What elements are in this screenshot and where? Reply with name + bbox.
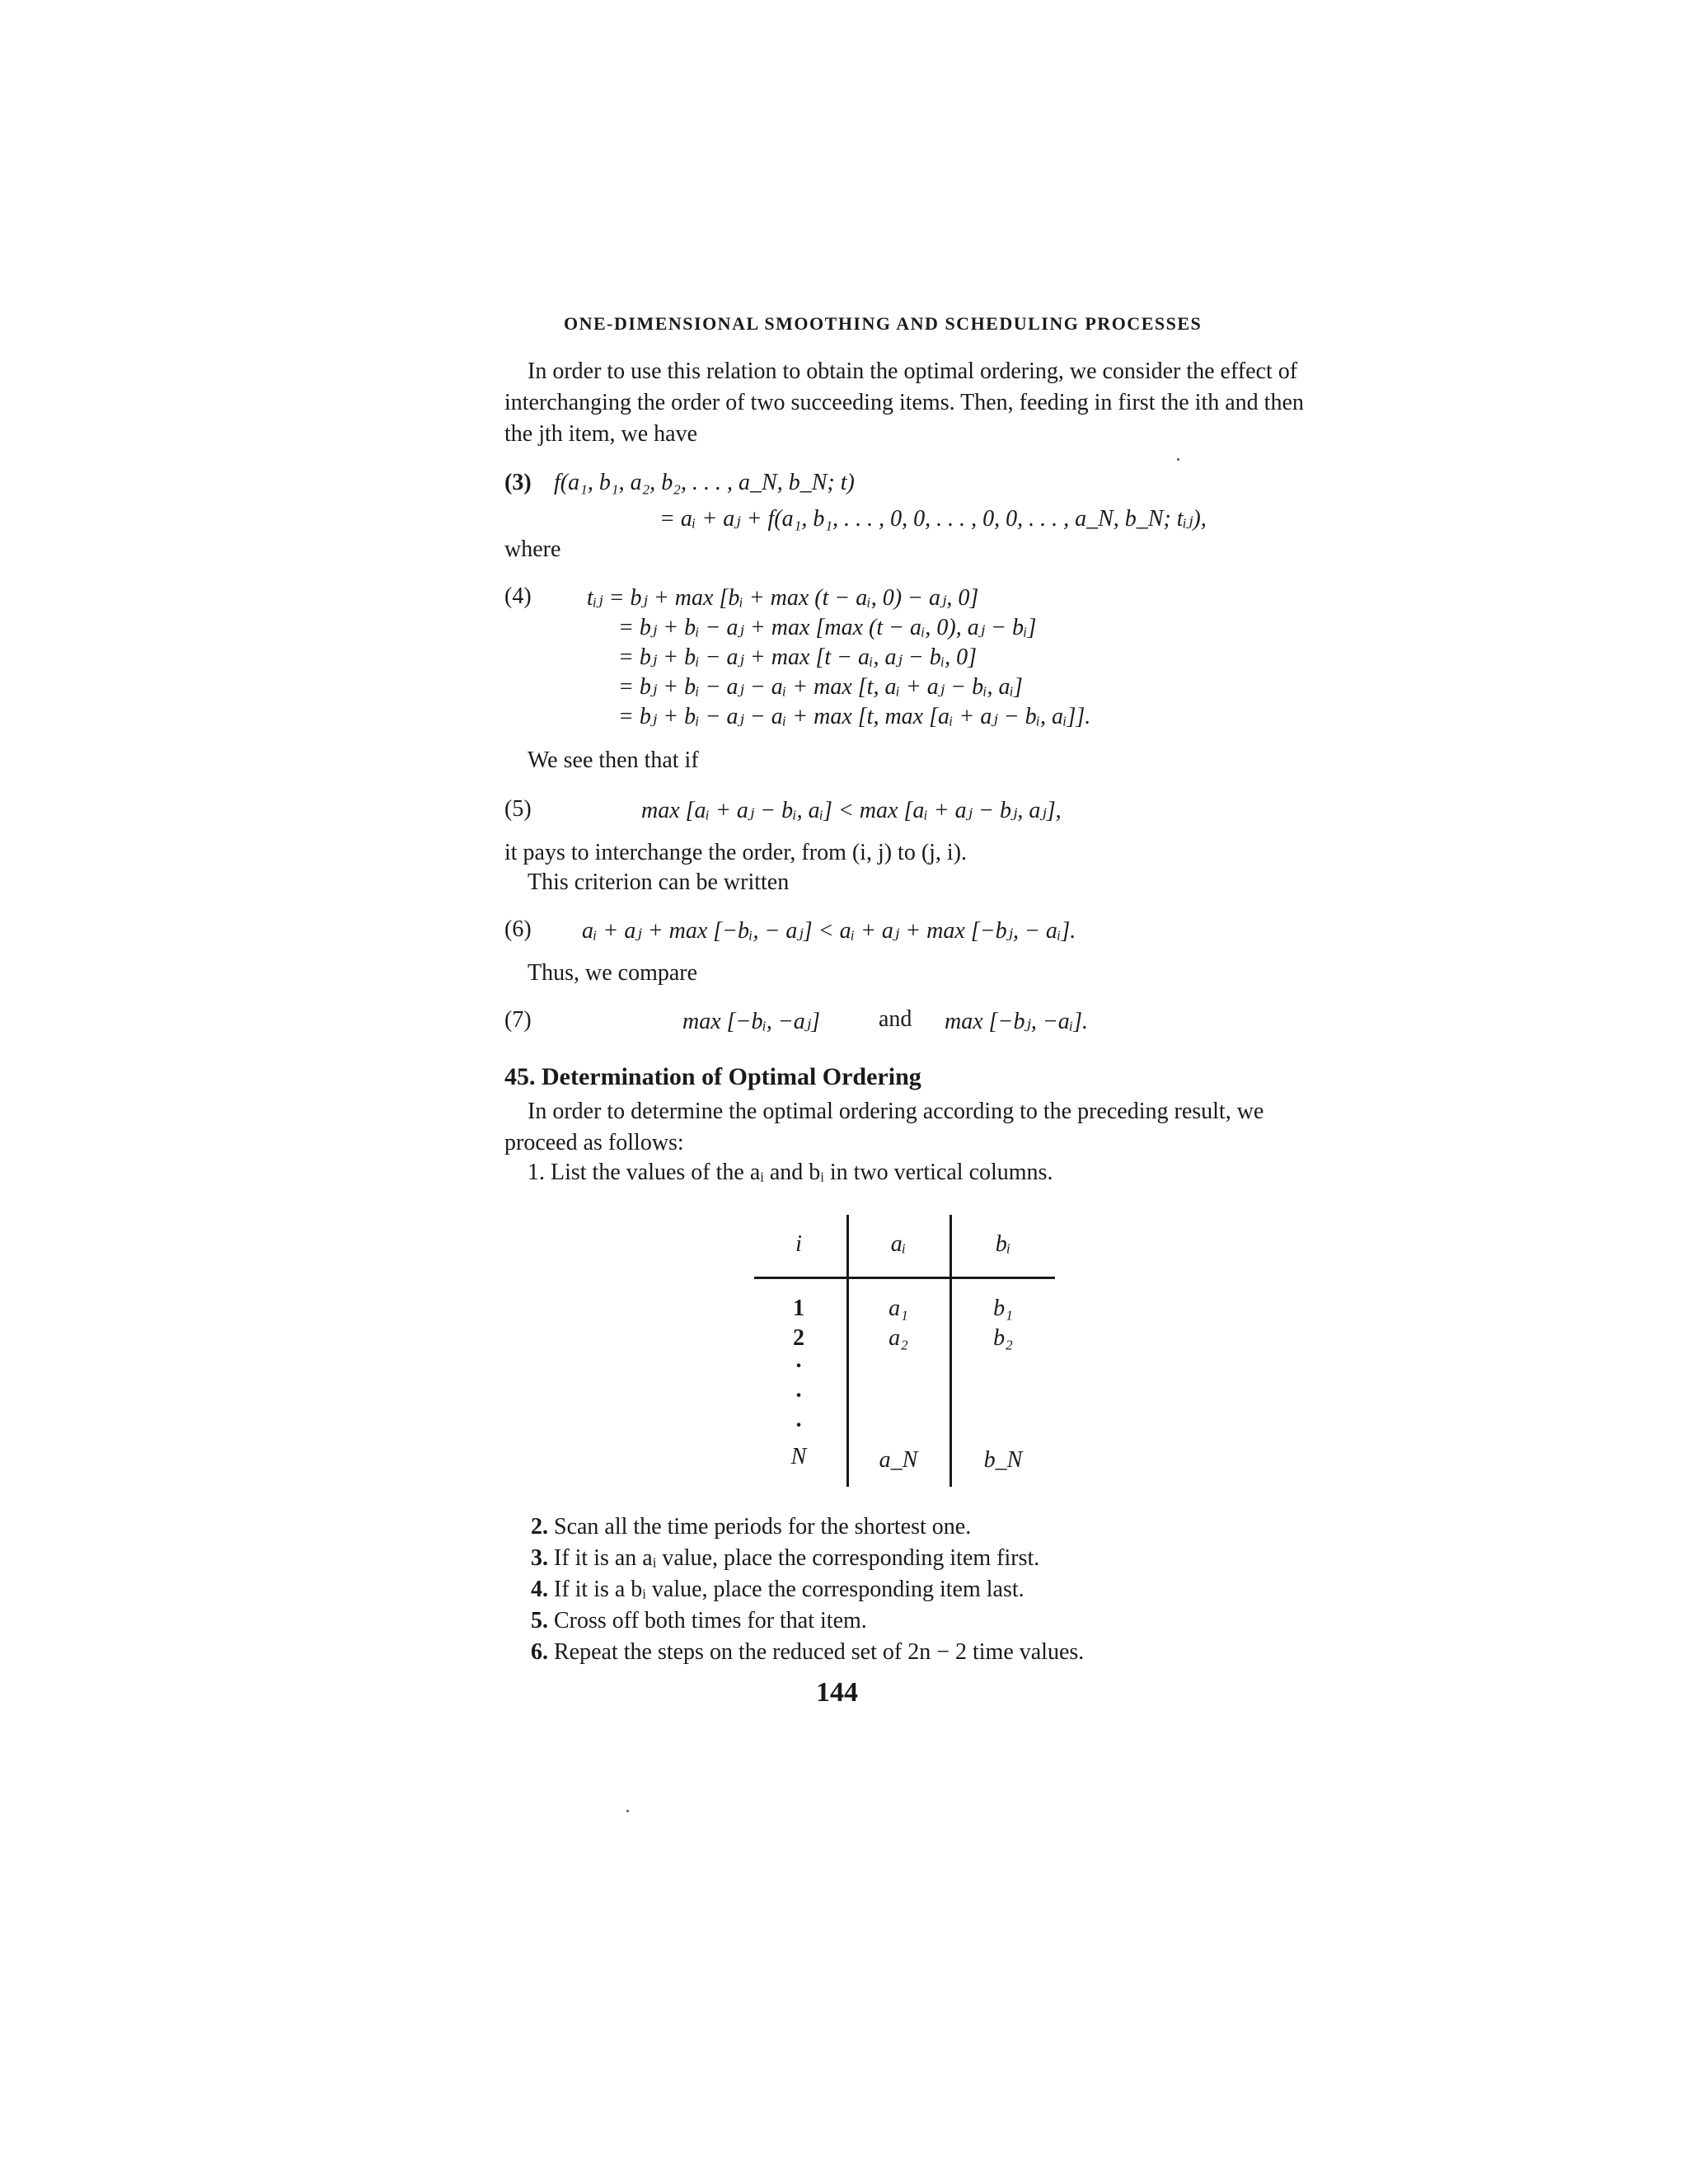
step-number: 6. [531, 1639, 548, 1665]
table-cell: b₁ [993, 1296, 1013, 1321]
table-header-rule [754, 1277, 1055, 1279]
eq7-left: max [−bᵢ, −aⱼ] [682, 1009, 821, 1034]
eq7-number: (7) [504, 1007, 532, 1033]
eq4-line: = bⱼ + bᵢ − aⱼ − aᵢ + max [t, max [aᵢ + aⱼ − bᵢ, aᵢ]]. [618, 704, 1091, 729]
step-text: Cross off both times for that item. [554, 1608, 867, 1633]
step-text: If it is a bᵢ value, place the corresponding item last. [554, 1577, 1025, 1602]
step-text: Scan all the time periods for the shortest one. [554, 1514, 972, 1540]
section-title: 45. Determination of Optimal Ordering [504, 1063, 921, 1090]
step-text: If it is an aᵢ value, place the corresponding item first. [554, 1545, 1040, 1571]
eq7-and: and [879, 1006, 912, 1032]
step-number: 3. [531, 1545, 548, 1571]
step-4 [531, 1574, 1025, 1605]
table-column-divider [950, 1215, 952, 1487]
intro-paragraph: In order to use this relation to obtain the optimal ordering, we consider the effect of interchanging the order of two succeeding items. Then, feeding in first the ith and then the jth item, we have [504, 359, 1304, 447]
table-cell: a₁ [889, 1296, 908, 1321]
eq5-expression: max [aᵢ + aⱼ − bᵢ, aᵢ] < max [aᵢ + aⱼ − bⱼ, aⱼ], [641, 798, 1062, 823]
scan-speck [1177, 458, 1179, 461]
page-number: 144 [816, 1677, 858, 1708]
table-header-b: bᵢ [995, 1231, 1011, 1257]
step-1 [528, 1157, 1053, 1188]
eq4-line: = bⱼ + bᵢ − aⱼ − aᵢ + max [t, aᵢ + aⱼ − bᵢ, aᵢ] [618, 674, 1023, 700]
values-table [754, 1215, 1067, 1487]
eq4-number: (4) [504, 583, 532, 609]
table-cell: · [795, 1413, 803, 1438]
step-5 [531, 1605, 867, 1637]
pays-text: it pays to interchange the order, from (i, j) to (j, i). [504, 840, 968, 865]
eq7-right: max [−bⱼ, −aᵢ]. [945, 1009, 1089, 1034]
table-cell: b_N [983, 1447, 1023, 1473]
where-text: where [504, 537, 561, 562]
table-cell: 1 [793, 1296, 804, 1321]
table-cell: · [795, 1383, 803, 1408]
scan-speck [626, 1810, 629, 1812]
step-number: 4. [531, 1577, 548, 1602]
criterion-text: This criterion can be written [528, 869, 790, 895]
table-header-a: aᵢ [890, 1231, 907, 1257]
table-cell: · [795, 1353, 803, 1379]
table-cell: b₂ [993, 1325, 1013, 1351]
eq3-line2: = aᵢ + aⱼ + f(a₁, b₁, . . . , 0, 0, . . . , 0, 0, . . . , a_N, b_N; tᵢⱼ), [659, 506, 1207, 532]
eq4-line: tᵢⱼ = bⱼ + max [bᵢ + max (t − aᵢ, 0) − aⱼ, 0] [587, 585, 979, 611]
eq4-line: = bⱼ + bᵢ − aⱼ + max [max (t − aᵢ, 0), aⱼ − bᵢ] [618, 615, 1037, 640]
table-header-i: i [795, 1231, 802, 1257]
table-cell: a₂ [889, 1325, 908, 1351]
eq5-number: (5) [504, 796, 532, 822]
step-6 [531, 1637, 1084, 1668]
running-header: ONE-DIMENSIONAL SMOOTHING AND SCHEDULING PROCESSES [564, 313, 1203, 334]
step-text: List the values of the aᵢ and bᵢ in two vertical columns. [551, 1160, 1053, 1185]
step-2 [531, 1511, 971, 1543]
eq3-number: (3) [504, 470, 532, 495]
eq6-number: (6) [504, 916, 532, 942]
step-number: 1. [528, 1160, 545, 1185]
see-then-text: We see then that if [528, 748, 699, 773]
step-number: 5. [531, 1608, 548, 1633]
table-cell: a_N [879, 1447, 918, 1473]
table-cell: N [790, 1444, 807, 1469]
step-number: 2. [531, 1514, 548, 1540]
eq3-line1: f(a₁, b₁, a₂, b₂, . . . , a_N, b_N; t) [554, 470, 855, 495]
table-cell: 2 [793, 1325, 804, 1351]
section-intro: In order to determine the optimal ordering according to the preceding result, we proceed as follows: [504, 1099, 1264, 1155]
step-text: Repeat the steps on the reduced set of 2n − 2 time values. [554, 1639, 1085, 1665]
eq6-expression: aᵢ + aⱼ + max [−bᵢ, − aⱼ] < aᵢ + aⱼ + max [−bⱼ, − aᵢ]. [582, 918, 1076, 944]
table-column-divider [846, 1215, 849, 1487]
thus-text: Thus, we compare [528, 960, 698, 986]
eq4-line: = bⱼ + bᵢ − aⱼ + max [t − aᵢ, aⱼ − bᵢ, 0] [618, 644, 978, 670]
step-3 [531, 1543, 1039, 1574]
